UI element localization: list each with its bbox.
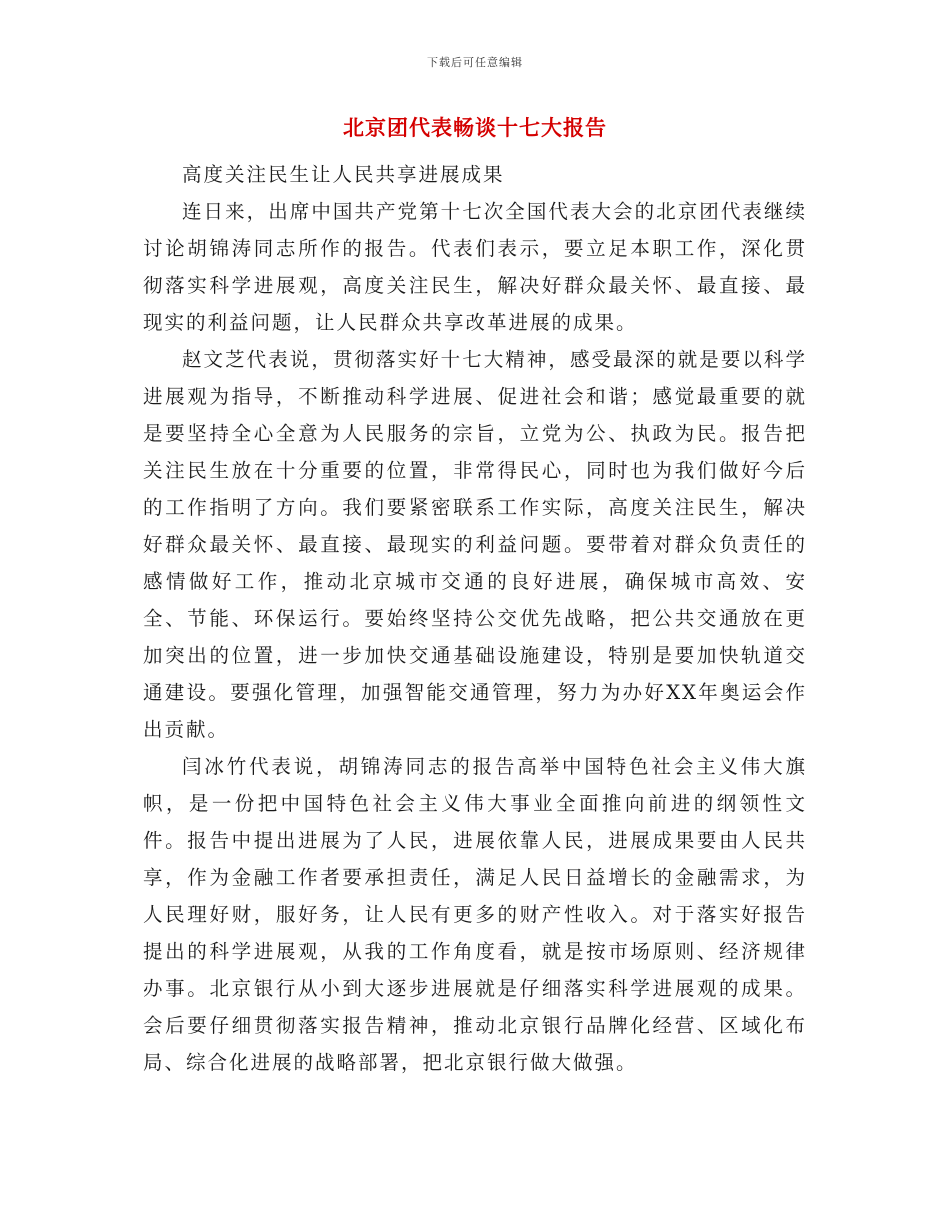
document-subtitle: 高度关注民生让人民共享进展成果: [182, 163, 505, 186]
paragraph-2: 赵文芝代表说，贯彻落实好十七大精神，感受最深的就是要以科学进展观为指导，不断推动科学进展、促进社会和谐；感觉最重要的就是要坚持全心全意为人民服务的宗旨，立党为公、执政为民。报告把关注民生放在十分重要的位置，非常得民心，同时也为我们做好今后的工作指明了方向。我们要紧密联系工作实际，高度关注民生，解决好群众最关怀、最直接、最现实的利益问题。要带着对群众负责任的感情做好工作，推动北京城市交通的良好进展，确保城市高效、安全、节能、环保运行。要始终坚持公交优先战略，把公共交通放在更加突出的位置，进一步加快交通基础设施建设，特别是要加快轨道交通建设。要强化管理，加强智能交通管理，努力为办好XX年奥运会作出贡献。: [143, 348, 807, 741]
paragraph-3: 闫冰竹代表说，胡锦涛同志的报告高举中国特色社会主义伟大旗帜，是一份把中国特色社会主义伟大事业全面推向前进的纲领性文件。报告中提出进展为了人民，进展依靠人民，进展成果要由人民共享，作为金融工作者要承担责任，满足人民日益增长的金融需求，为人民理好财，服好务，让人民有更多的财产性收入。对于落实好报告提出的科学进展观，从我的工作角度看，就是按市场原则、经济规律办事。北京银行从小到大逐步进展就是仔细落实科学进展观的成果。会后要仔细贯彻落实报告精神，推动北京银行品牌化经营、区域化布局、综合化进展的战略部署，把北京银行做大做强。: [143, 755, 807, 1074]
paragraph-1: 连日来，出席中国共产党第十七次全国代表大会的北京团代表继续讨论胡锦涛同志所作的报告。代表们表示，要立足本职工作，深化贯彻落实科学进展观，高度关注民生，解决好群众最关怀、最直接、最现实的利益问题，让人民群众共享改革进展的成果。: [143, 200, 807, 334]
page-header-note: 下载后可任意编辑: [427, 56, 523, 69]
document-body: [143, 156, 807, 1081]
document-title: 北京团代表畅谈十七大报告: [343, 115, 607, 140]
